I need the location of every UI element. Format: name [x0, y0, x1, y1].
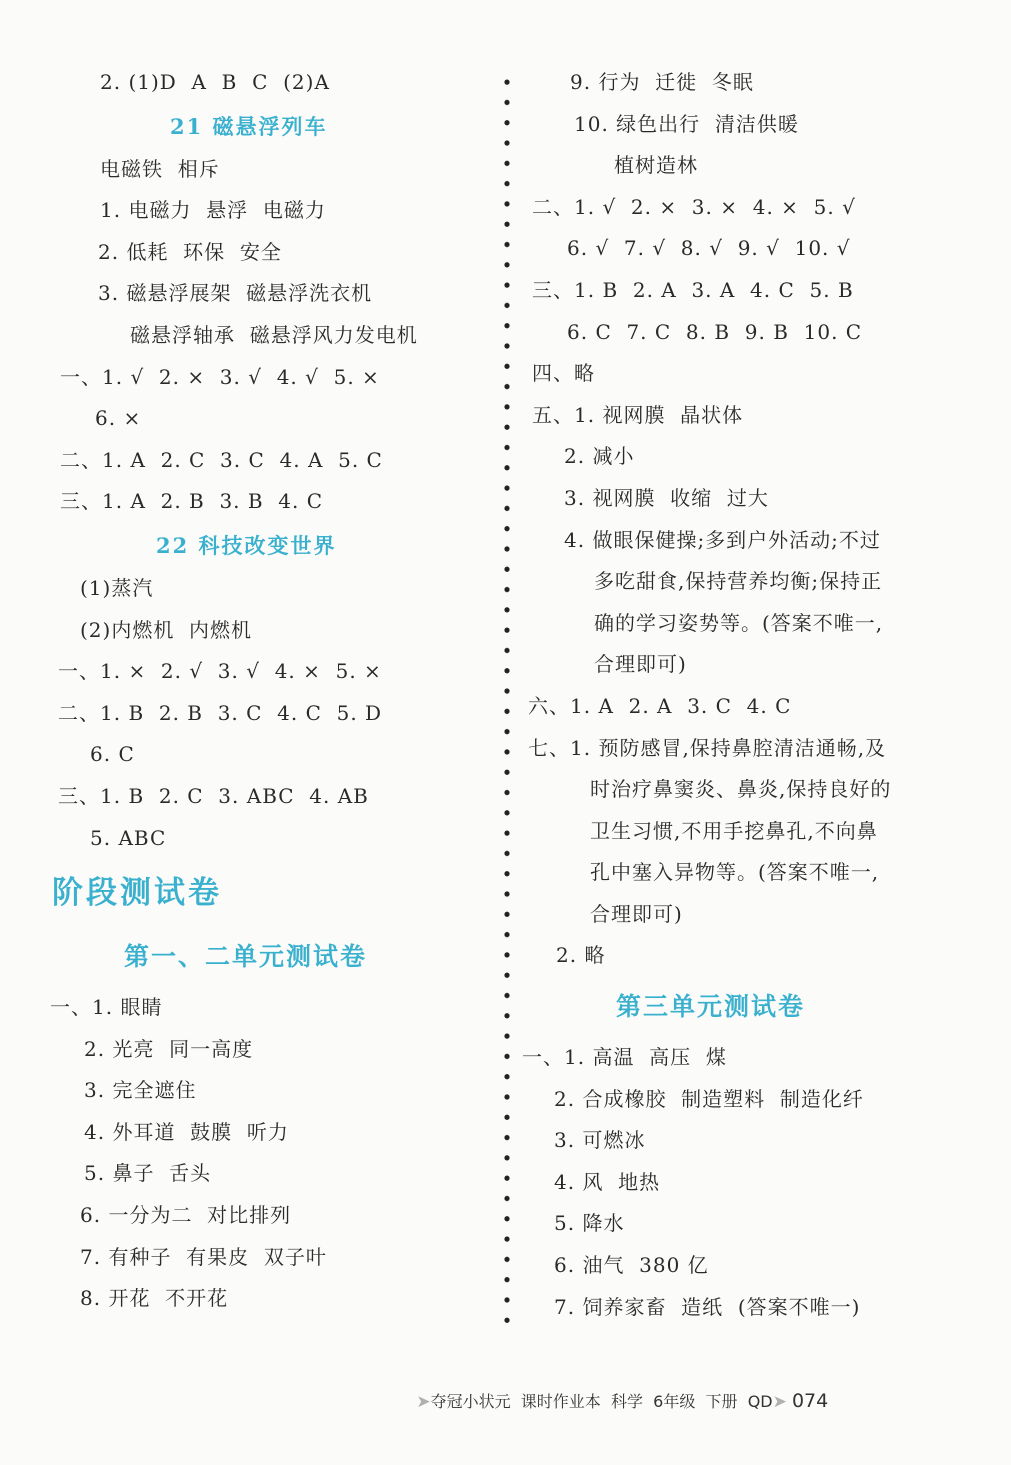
answer-line: 五、1. 视网膜 晶状体 [532, 402, 744, 427]
right-column [522, 62, 962, 1328]
answer-line: 6. 油气 380 亿 [554, 1253, 709, 1278]
answer-line: 时治疗鼻窦炎、鼻炎,保持良好的 [590, 777, 892, 802]
answer-line: 1. 电磁力 悬浮 电磁力 [100, 198, 326, 223]
answer-line: 磁悬浮轴承 磁悬浮风力发电机 [130, 322, 418, 347]
answer-line: 10. 绿色出行 清洁供暖 [574, 111, 799, 136]
answer-line: (1)蒸汽 [80, 575, 154, 600]
answer-line: 2. (1)D A B C (2)A [100, 70, 330, 94]
footer-brand: 夺冠小状元 [430, 1392, 511, 1411]
page-footer [396, 1370, 828, 1431]
answer-line: 多吃甜食,保持营养均衡;保持正 [594, 569, 883, 594]
left-column [50, 62, 470, 1320]
stage-test-heading: 阶段测试卷 [52, 875, 222, 912]
answer-line: 3. 视网膜 收缩 过大 [564, 485, 769, 510]
answer-line: 七、1. 预防感冒,保持鼻腔清洁通畅,及 [528, 735, 887, 760]
answer-line: 一、1. × 2. √ 3. √ 4. × 5. × [58, 659, 382, 684]
answer-line: 四、略 [532, 361, 595, 386]
answer-line: 三、1. B 2. C 3. ABC 4. AB [58, 783, 369, 808]
answer-line: 7. 有种子 有果皮 双子叶 [80, 1244, 327, 1269]
answer-line: 卫生习惯,不用手挖鼻孔,不向鼻 [590, 818, 878, 843]
answer-line: 2. 略 [556, 943, 606, 968]
answer-line: 2. 合成橡胶 制造塑料 制造化纤 [554, 1086, 864, 1111]
answer-line: (2)内燃机 内燃机 [80, 617, 253, 642]
answer-line: 5. ABC [90, 825, 167, 850]
answer-line: 合理即可) [590, 901, 683, 926]
column-divider-dots [500, 72, 514, 1334]
arrow-right-icon: ➤ [772, 1392, 787, 1412]
answer-line: 6. √ 7. √ 8. √ 9. √ 10. √ [567, 236, 851, 261]
lesson-heading-21: 21 磁悬浮列车 [170, 113, 328, 139]
answer-line: 合理即可) [594, 652, 687, 677]
answer-line: 2. 减小 [564, 444, 635, 469]
answer-line: 9. 行为 迁徙 冬眠 [570, 70, 754, 94]
answer-line: 8. 开花 不开花 [80, 1286, 229, 1311]
answer-line: 孔中塞入异物等。(答案不唯一, [590, 860, 880, 885]
page-number: 074 [791, 1390, 829, 1412]
arrow-right-icon: ➤ [416, 1392, 431, 1412]
answer-line: 三、1. A 2. B 3. B 4. C [60, 489, 324, 514]
answer-line: 六、1. A 2. A 3. C 4. C [528, 693, 792, 718]
answer-line: 6. × [95, 406, 142, 431]
footer-edition: QD [747, 1392, 773, 1411]
answer-line: 6. C [90, 742, 135, 767]
answer-line: 二、1. √ 2. × 3. × 4. × 5. √ [532, 194, 856, 219]
answer-line: 7. 饲养家畜 造纸 (答案不唯一) [554, 1294, 861, 1319]
answer-line: 二、1. B 2. B 3. C 4. C 5. D [58, 700, 383, 725]
answer-line: 6. C 7. C 8. B 9. B 10. C [567, 319, 863, 344]
footer-book: 课时作业本 [520, 1392, 601, 1411]
answer-line: 确的学习姿势等。(答案不唯一, [594, 610, 884, 635]
answer-line: 电磁铁 相斥 [100, 156, 220, 181]
answer-line: 6. 一分为二 对比排列 [80, 1203, 292, 1228]
answer-line: 2. 光亮 同一高度 [84, 1036, 254, 1061]
answer-line: 4. 外耳道 鼓膜 听力 [84, 1119, 289, 1144]
footer-grade: 6年级 [653, 1392, 696, 1411]
answer-line: 三、1. B 2. A 3. A 4. C 5. B [532, 277, 854, 302]
answer-line: 2. 低耗 环保 安全 [98, 239, 282, 264]
answer-line: 3. 磁悬浮展架 磁悬浮洗衣机 [98, 281, 373, 306]
lesson-heading-22: 22 科技改变世界 [156, 532, 337, 558]
answer-line: 二、1. A 2. C 3. C 4. A 5. C [60, 447, 383, 472]
unit-3-test-heading: 第三单元测试卷 [616, 992, 806, 1022]
answer-line: 3. 可燃冰 [554, 1128, 646, 1153]
footer-volume: 下册 [705, 1392, 738, 1411]
answer-line: 5. 鼻子 舌头 [84, 1161, 212, 1186]
answer-line: 3. 完全遮住 [84, 1078, 197, 1103]
answer-line: 一、1. √ 2. × 3. √ 4. √ 5. × [60, 364, 380, 389]
answer-line: 一、1. 高温 高压 煤 [522, 1045, 727, 1070]
unit-1-2-test-heading: 第一、二单元测试卷 [124, 942, 368, 972]
answer-line: 4. 做眼保健操;多到户外活动;不过 [564, 527, 881, 552]
footer-subject: 科学 [610, 1392, 643, 1411]
answer-line: 植树造林 [614, 153, 698, 178]
answer-line: 5. 降水 [554, 1211, 625, 1236]
answer-line: 4. 风 地热 [554, 1169, 661, 1194]
answer-line: 一、1. 眼睛 [50, 995, 163, 1020]
